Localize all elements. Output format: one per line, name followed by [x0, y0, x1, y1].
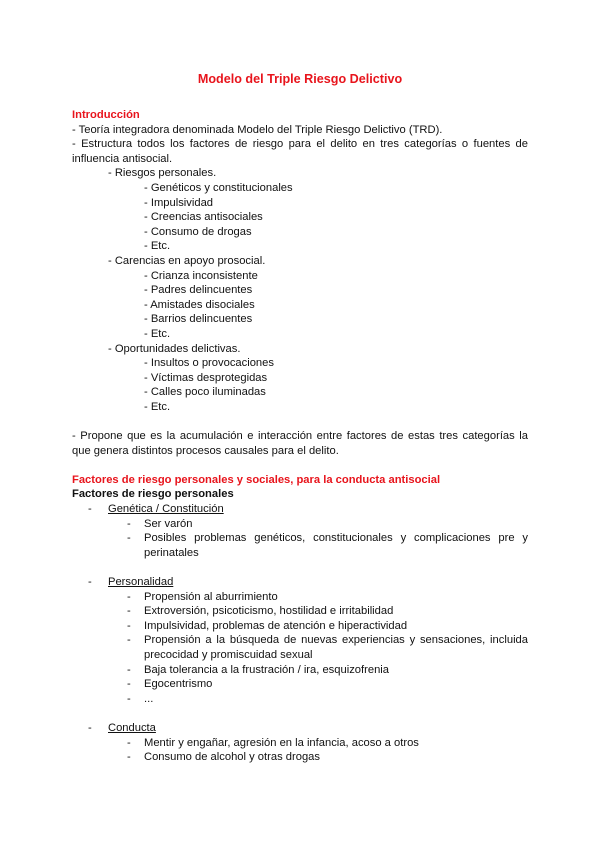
dash-marker: - [127, 663, 131, 676]
category-personality [72, 575, 528, 590]
dash-marker: - [88, 721, 92, 734]
category-label: Personalidad [108, 576, 174, 588]
list-item: - Calles poco iluminadas [144, 386, 266, 399]
list-item: - Impulsividad [144, 196, 214, 209]
item-text: Mentir y engañar, agresión en la infancia, acoso a otros [144, 736, 419, 749]
category-label: Genética / Constitución [108, 503, 224, 516]
risk-group-label: - Riesgos personales. [108, 167, 217, 180]
risk-group-prosocial [72, 254, 528, 342]
risk-group-label: - Carencias en apoyo prosocial. [108, 254, 266, 267]
list-item [72, 663, 528, 678]
dash-marker: - [127, 751, 131, 764]
list-item [72, 692, 528, 707]
list-item: - Etc. [144, 400, 171, 413]
item-text: Impulsividad, problemas de atención e hiperactividad [144, 619, 408, 632]
item-text: Ser varón [144, 517, 193, 530]
category-genetics [72, 502, 528, 517]
list-item: - Víctimas desprotegidas [144, 371, 268, 384]
dash-marker: - [127, 517, 131, 530]
list-item [72, 531, 528, 560]
list-item [72, 604, 528, 619]
risk-group-opportunities [72, 342, 528, 415]
intro-paragraph-3: - Propone que es la acumulación e interacción entre factores de estas tres categorías la que genera distintos procesos causales para el delito. [72, 430, 528, 457]
list-item [72, 736, 528, 751]
list-item [72, 677, 528, 692]
list-item [72, 633, 528, 662]
spacer [72, 414, 528, 429]
dash-marker: - [127, 634, 131, 647]
category-list [72, 502, 528, 560]
document-body [72, 108, 528, 765]
spacer [72, 458, 528, 473]
list-item: - Amistades disociales [144, 298, 255, 311]
list-item: - Consumo de drogas [144, 225, 252, 238]
list-item [72, 750, 528, 765]
item-text: Posibles problemas genéticos, constitucionales y complicaciones pre y perinatales [144, 532, 528, 559]
item-text: Extroversión, psicoticismo, hostilidad e irritabilidad [144, 605, 394, 618]
section2-heading: Factores de riesgo personales y sociales, para la conducta antisocial [72, 473, 441, 486]
list-item [72, 517, 528, 532]
list-item: - Barrios delincuentes [144, 313, 253, 326]
document-title: Modelo del Triple Riesgo Delictivo [197, 72, 403, 86]
category-label: Conducta [108, 721, 156, 734]
item-text: Baja tolerancia a la frustración / ira, esquizofrenia [144, 663, 390, 676]
dash-marker: - [127, 532, 131, 545]
dash-marker: - [127, 590, 131, 603]
item-text: Consumo de alcohol y otras drogas [144, 751, 320, 764]
item-text: Propensión al aburrimiento [144, 590, 278, 603]
spacer [72, 560, 528, 575]
category-conduct [72, 721, 528, 736]
dash-marker: - [88, 576, 92, 588]
item-text: ... [144, 692, 154, 705]
dash-marker: - [127, 736, 131, 749]
risk-group-label: - Oportunidades delictivas. [108, 342, 241, 355]
list-item: - Creencias antisociales [144, 211, 263, 224]
intro-paragraph-1: - Teoría integradora denominada Modelo del Triple Riesgo Delictivo (TRD). [72, 123, 443, 136]
dash-marker: - [88, 503, 92, 516]
list-item: - Etc. [144, 327, 171, 340]
item-text: Propensión a la búsqueda de nuevas experiencias y sensaciones, incluida precocidad y promiscuidad sexual [144, 634, 528, 661]
list-item [72, 590, 528, 605]
item-text: Egocentrismo [144, 678, 213, 691]
list-item: - Crianza inconsistente [144, 269, 258, 282]
section2-subheading: Factores de riesgo personales [72, 488, 234, 501]
spacer [72, 706, 528, 721]
dash-marker: - [127, 692, 131, 705]
dash-marker: - [127, 605, 131, 618]
category-list [72, 721, 528, 765]
list-item: - Padres delincuentes [144, 284, 253, 297]
dash-marker: - [127, 678, 131, 691]
list-item [72, 619, 528, 634]
list-item: - Etc. [144, 240, 171, 253]
dash-marker: - [127, 619, 131, 632]
list-item: - Genéticos y constitucionales [144, 181, 293, 194]
list-item: - Insultos o provocaciones [144, 357, 274, 370]
risk-group-personal [72, 166, 528, 254]
intro-paragraph-2: - Estructura todos los factores de riesgo para el delito en tres categorías o fuentes de influencia antisocial. [72, 138, 528, 165]
intro-heading: Introducción [72, 109, 140, 121]
category-list [72, 575, 528, 706]
